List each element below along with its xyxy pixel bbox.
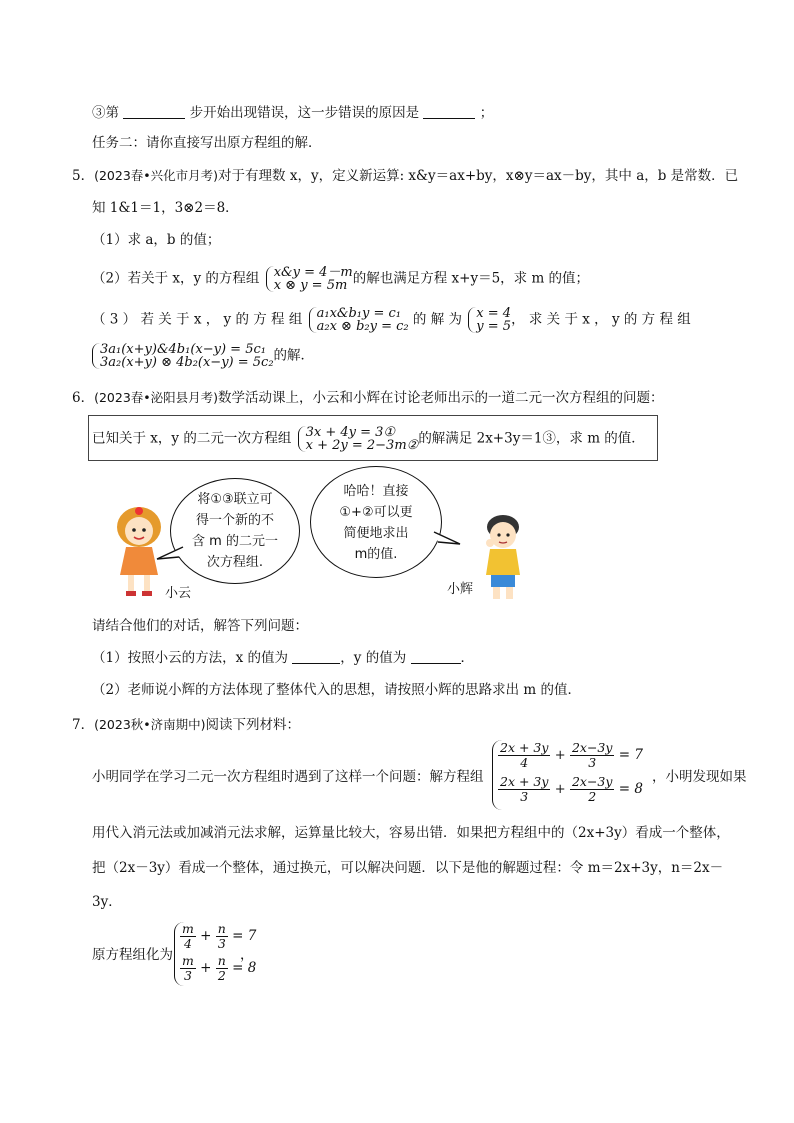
equation: x + 2y = 2−3m②	[305, 438, 419, 453]
equation: 3a₂(x+y) ⊗ 4b₂(x−y) = 5c₂	[100, 355, 274, 370]
bubble-line: 哈哈！直接	[343, 484, 409, 499]
speech-bubble-left	[170, 478, 300, 584]
numerator: n	[217, 921, 226, 936]
equation: x = 4	[476, 306, 512, 321]
q5-intro2: 知 1&1＝1，3⊗2＝8．	[92, 200, 239, 216]
q6-number: 6．	[72, 390, 95, 406]
bubble-tail-left	[155, 545, 185, 565]
q5-part3-mid: 的 解 为	[412, 311, 462, 328]
equation: a₁x&b₁y = c₁	[316, 306, 402, 321]
fraction	[570, 741, 615, 770]
bubble-line: m的值.	[354, 547, 398, 562]
answer-blank[interactable]	[123, 104, 185, 119]
q7-line2: 用代入消元法或加减消元法求解，运算量比较大，容易出错．如果把方程组中的（2x+3y）看成一个整体，	[92, 825, 730, 841]
fraction	[498, 741, 550, 770]
q5-part3-post: ， 求 关 于 x ， y 的 方 程 组	[511, 311, 691, 328]
fraction	[180, 922, 196, 951]
fraction	[498, 775, 550, 804]
q7-line4: 3y．	[92, 894, 122, 910]
equation: 3a₁(x+y)&4b₁(x−y) = 5c₁	[100, 342, 266, 357]
numerator: n	[217, 953, 226, 968]
numerator: 2x−3y	[571, 774, 613, 789]
fraction	[180, 954, 196, 983]
task1-line	[92, 103, 493, 123]
bubble-line: 次方程组.	[206, 555, 264, 570]
rhs: = 7	[618, 747, 643, 763]
fraction	[216, 954, 228, 983]
q7-number: 7．	[72, 717, 95, 733]
denominator: 2	[588, 789, 597, 804]
numerator: 2x + 3y	[500, 740, 549, 755]
q5-part2	[92, 266, 589, 292]
rhs: = 8	[232, 960, 257, 976]
denominator: 3	[520, 789, 529, 804]
q5-intro-text: 对于有理数 x，y，定义新运算: x&y＝ax+by，x⊗y＝ax－by，其中 a，b 是常数．已	[218, 168, 739, 184]
q7-line5-post: ，	[240, 947, 254, 963]
q5-part3-pre: （ 3 ） 若 关 于 x ， y 的 方 程 组	[92, 311, 303, 328]
equation: 3x + 4y = 3①	[305, 425, 396, 440]
q5-intro	[72, 166, 738, 186]
q7-line3: 把（2x－3y）看成一个整体，通过换元，可以解决问题．以下是他的解题过程：令 m＝2x+3y，n＝2x－	[92, 860, 724, 876]
q5-part2-pre: （2）若关于 x，y 的方程组	[92, 270, 260, 287]
equation: x&y = 4－m	[273, 265, 353, 280]
box-post: 的解满足 2x+3y＝1③，求 m 的值．	[418, 430, 645, 447]
denominator: 3	[183, 968, 192, 983]
bubble-line: ①+②可以更	[339, 505, 413, 520]
q6-part1-pre: （1）按照小云的方法，x 的值为	[92, 650, 288, 666]
task1-end: ；	[479, 105, 494, 121]
q7-line5: 原方程组化为	[92, 947, 173, 963]
task1-prefix: ③第	[92, 105, 119, 121]
numerator: m	[182, 921, 194, 936]
q7-source: (2023秋•济南期中)	[94, 717, 206, 732]
q5-part1: （1）求 a，b 的值；	[92, 232, 221, 248]
box-pre: 已知关于 x，y 的二元一次方程组	[92, 430, 292, 447]
q6-part1	[92, 648, 474, 668]
boy-illustration	[478, 513, 528, 603]
bubble-tail-right	[432, 530, 462, 550]
q5-part3-solution	[476, 307, 511, 333]
task2-line: 任务二：请你直接写出原方程组的解．	[92, 135, 322, 151]
q6-source: (2023春•泌阳县月考)	[94, 390, 219, 405]
q5-part3-system2-line	[100, 343, 314, 369]
q5-part3	[92, 307, 691, 333]
q6-part1-mid: ，y 的值为	[340, 650, 407, 666]
rhs: = 8	[618, 781, 643, 797]
q7-line1-post: ，小明发现如果	[652, 769, 747, 785]
answer-blank[interactable]	[423, 104, 475, 119]
numerator: m	[182, 953, 194, 968]
q6-ask: 请结合他们的对话，解答下列问题：	[92, 618, 308, 634]
denominator: 2	[217, 968, 226, 983]
q7-eq1: $\frac{2x + 3y}{4}$ + $\frac{2x-3y}{3}$ = 7	[500, 740, 643, 770]
bubble-line: 将①③联立可	[197, 492, 273, 507]
q6-intro-text: 数学活动课上，小云和小辉在讨论老师出示的一道二元一次方程组的问题：	[218, 390, 664, 406]
fraction	[216, 922, 228, 951]
q6-part1-end: ．	[460, 650, 475, 666]
rhs: = 7	[232, 928, 257, 944]
q5-source: (2023春•兴化市月考)	[94, 168, 219, 183]
q7-system	[498, 741, 643, 809]
task1-mid: 步开始出现错误，这一步错误的原因是	[189, 105, 420, 121]
q6-part2: （2）老师说小辉的方法体现了整体代入的思想，请按照小辉的思路求出 m 的值．	[92, 682, 581, 698]
bubble-line: 简便地求出	[343, 526, 409, 541]
q7-line1: 小明同学在学习二元一次方程组时遇到了这样一个问题：解方程组	[92, 769, 484, 785]
speech-bubble-right	[310, 466, 442, 578]
q5-part3-system2	[100, 343, 274, 369]
q7-sub-eq2: $\frac{m}{3}$ + $\frac{n}{2}$ = 8	[182, 953, 257, 983]
bubble-line: 得一个新的不	[195, 513, 274, 528]
problem-box-content	[92, 426, 645, 452]
fraction	[570, 775, 615, 804]
bubble-line: 含 m 的二元一	[192, 534, 278, 549]
equation: a₂x ⊗ b₂y = c₂	[316, 319, 409, 334]
q7-eq2: $\frac{2x + 3y}{3}$ + $\frac{2x-3y}{2}$ = 8	[500, 774, 643, 804]
numerator: 2x + 3y	[500, 774, 549, 789]
q5-part2-system	[274, 266, 353, 292]
name-xiaoyun: 小云	[165, 586, 192, 601]
answer-blank-y[interactable]	[411, 649, 461, 664]
denominator: 4	[520, 755, 529, 770]
q5-number: 5．	[72, 168, 95, 184]
numerator: 2x−3y	[571, 740, 613, 755]
denominator: 3	[588, 755, 597, 770]
q5-part3-system	[317, 307, 409, 333]
answer-blank-x[interactable]	[292, 649, 340, 664]
equation: x ⊗ y = 5m	[273, 278, 348, 293]
q5-part3-end: 的解．	[273, 347, 315, 364]
q6-intro	[72, 388, 664, 408]
denominator: 4	[183, 936, 192, 951]
q7-intro	[72, 715, 300, 735]
name-xiaohui: 小辉	[447, 582, 474, 597]
q7-sub-eq1: $\frac{m}{4}$ + $\frac{n}{3}$ = 7	[182, 921, 257, 951]
box-system	[306, 426, 419, 452]
q5-part2-post: 的解也满足方程 x+y＝5，求 m 的值；	[352, 270, 590, 287]
denominator: 3	[217, 936, 226, 951]
q7-intro-text: 阅读下列材料：	[205, 717, 301, 733]
equation: y = 5	[476, 319, 512, 334]
